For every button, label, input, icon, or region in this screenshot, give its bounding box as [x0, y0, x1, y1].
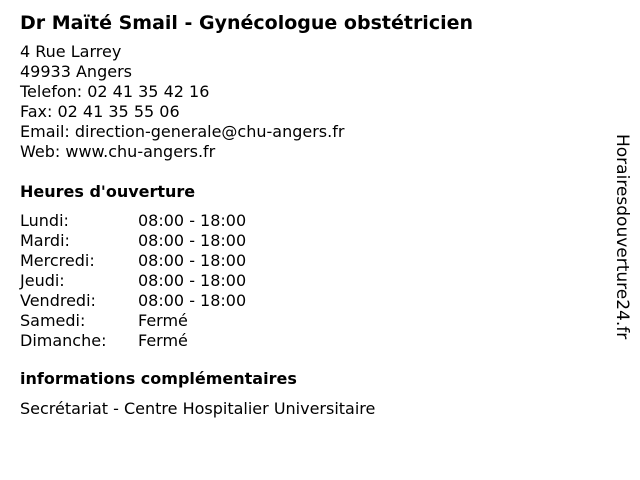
day-label: Mercredi:	[20, 251, 95, 270]
hours-table	[20, 211, 610, 351]
day-label: Jeudi:	[20, 271, 65, 290]
hours-row-thursday	[20, 271, 610, 291]
site-watermark: Horairesdouverture24.fr	[612, 134, 632, 340]
hours-row-saturday	[20, 311, 610, 331]
contact-block	[20, 42, 610, 162]
doctor-card	[20, 10, 610, 419]
street-address: 4 Rue Larrey	[20, 42, 122, 61]
time-value: Fermé	[138, 311, 188, 330]
info-text: Secrétariat - Centre Hospitalier Universitaire	[20, 399, 376, 418]
hours-row-tuesday	[20, 231, 610, 251]
day-label: Mardi:	[20, 231, 70, 250]
hours-row-friday	[20, 291, 610, 311]
page-title: Dr Maïté Smail - Gynécologue obstétricien	[20, 12, 474, 34]
day-label: Vendredi:	[20, 291, 96, 310]
hours-heading: Heures d'ouverture	[20, 182, 196, 201]
time-value: 08:00 - 18:00	[138, 291, 247, 310]
time-value: 08:00 - 18:00	[138, 271, 247, 290]
info-heading: informations complémentaires	[20, 369, 297, 388]
hours-row-wednesday	[20, 251, 610, 271]
time-value: Fermé	[138, 331, 188, 350]
phone-number: Telefon: 02 41 35 42 16	[20, 82, 210, 101]
website-address: Web: www.chu-angers.fr	[20, 142, 216, 161]
time-value: 08:00 - 18:00	[138, 231, 247, 250]
email-address: Email: direction-generale@chu-angers.fr	[20, 122, 345, 141]
hours-row-monday	[20, 211, 610, 231]
city-address: 49933 Angers	[20, 62, 132, 81]
time-value: 08:00 - 18:00	[138, 211, 247, 230]
day-label: Dimanche:	[20, 331, 107, 350]
day-label: Samedi:	[20, 311, 86, 330]
day-label: Lundi:	[20, 211, 69, 230]
hours-row-sunday	[20, 331, 610, 351]
time-value: 08:00 - 18:00	[138, 251, 247, 270]
fax-number: Fax: 02 41 35 55 06	[20, 102, 180, 121]
